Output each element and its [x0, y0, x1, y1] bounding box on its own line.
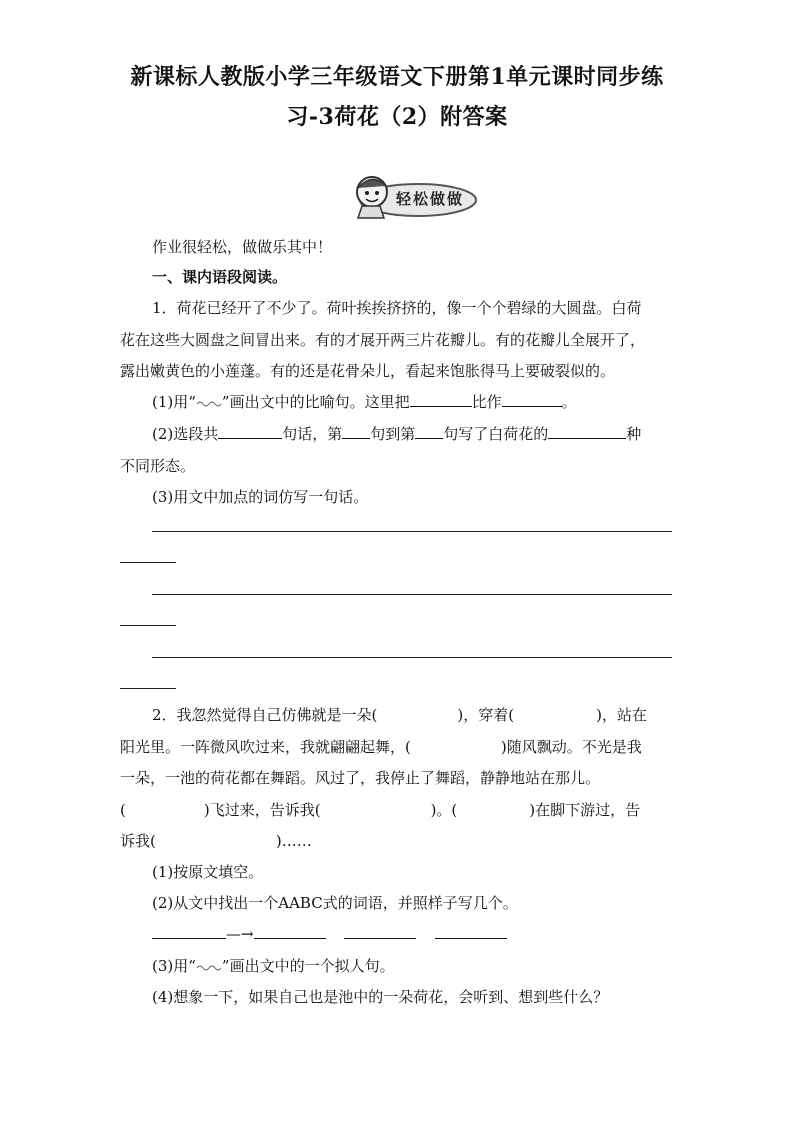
q6-rest: ”画出文中的一个拟人句。 [221, 957, 395, 975]
passage2-text: 阳光里。一阵微风吹过来，我就翩翩起舞，( [120, 738, 411, 756]
q2-text-b: 句话，第 [282, 425, 343, 443]
question-5-answer-row [152, 924, 507, 943]
aabc-blank[interactable] [344, 924, 416, 939]
q2-text-c: 句到第 [370, 425, 416, 443]
intro-text: 作业很轻松，做做乐其中！ [152, 238, 333, 256]
wavy-line-icon [196, 962, 222, 972]
question-7: (4)想象一下，如果自己也是池中的一朵荷花，会听到、想到些什么？ [152, 988, 609, 1006]
q1-mid2: 比作 [471, 393, 502, 411]
aabc-blank[interactable] [254, 924, 326, 939]
passage2-text: )随风飘动。不光是我 [500, 738, 642, 756]
document-title-line-2: 习-3荷花（2）附答案 [286, 104, 508, 130]
question-6 [152, 955, 395, 976]
q1-blank-2[interactable] [502, 392, 562, 407]
passage2-text: 诉我( [120, 832, 156, 850]
section-heading: 一、课内语段阅读。 [152, 268, 288, 286]
passage2-text: )，站在 [596, 706, 647, 724]
q1-blank-1[interactable] [410, 392, 472, 407]
q2-blank-2[interactable] [342, 424, 370, 439]
passage1-line-1: 1．荷花已经开了不少了。荷叶挨挨挤挤的，像一个个碧绿的大圆盘。白荷 [152, 299, 642, 317]
passage2-text: ( [120, 801, 126, 819]
aabc-example-blank[interactable] [152, 924, 226, 939]
q1-end: 。 [561, 393, 577, 411]
passage2-text: )飞过来，告诉我( [203, 801, 321, 819]
passage2-text: )，穿着( [457, 706, 515, 724]
q2-text-a: (2)选段共 [152, 425, 219, 443]
question-2 [152, 423, 641, 444]
passage2-text: )。( [430, 801, 458, 819]
question-1 [152, 391, 577, 412]
question-2-line-2: 不同形态。 [120, 457, 196, 475]
q2-blank-1[interactable] [218, 424, 282, 439]
question-4: (1)按原文填空。 [152, 863, 264, 881]
passage2-line-4 [120, 799, 640, 820]
wavy-line-icon [196, 398, 222, 408]
easy-practice-badge [348, 172, 478, 222]
passage1-line-2: 花在这些大圆盘之间冒出来。有的才展开两三片花瓣儿。有的花瓣儿全展开了， [120, 331, 646, 349]
q2-text-e: 种 [626, 425, 642, 443]
q6-prefix: (3)用“ [152, 957, 196, 975]
aabc-blank[interactable] [435, 924, 507, 939]
q2-blank-4[interactable] [548, 424, 626, 439]
answer-line-tail[interactable] [120, 625, 176, 626]
answer-line[interactable] [152, 531, 672, 532]
answer-line[interactable] [152, 594, 672, 595]
passage2-text: 2．我忽然觉得自己仿佛就是一朵( [152, 706, 378, 724]
q1-mid: ”画出文中的比喻句。这里把 [221, 393, 410, 411]
passage2-line-2 [120, 736, 642, 757]
answer-line-tail[interactable] [120, 562, 176, 563]
passage2-line-1 [152, 704, 647, 725]
question-3: (3)用文中加点的词仿写一句话。 [152, 488, 369, 506]
answer-line-tail[interactable] [120, 688, 176, 689]
passage2-text: )…… [275, 832, 312, 850]
question-5: (2)从文中找出一个AABC式的词语，并照样子写几个。 [152, 894, 518, 912]
badge-label: 轻松做做 [396, 190, 465, 208]
passage2-line-3: 一朵，一池的荷花都在舞蹈。风过了，我停止了舞蹈，静静地站在那儿。 [120, 769, 601, 787]
arrow-icon: —→ [226, 925, 254, 943]
document-title-line-1: 新课标人教版小学三年级语文下册第1单元课时同步练 [130, 64, 664, 90]
passage2-text: )在脚下游过，告 [529, 801, 641, 819]
passage2-line-5 [120, 830, 312, 851]
q2-blank-3[interactable] [415, 424, 443, 439]
q1-prefix: (1)用“ [152, 393, 196, 411]
answer-line[interactable] [152, 657, 672, 658]
passage1-line-3: 露出嫩黄色的小莲蓬。有的还是花骨朵儿，看起来饱胀得马上要破裂似的。 [120, 362, 616, 380]
q2-text-d: 句写了白荷花的 [443, 425, 549, 443]
